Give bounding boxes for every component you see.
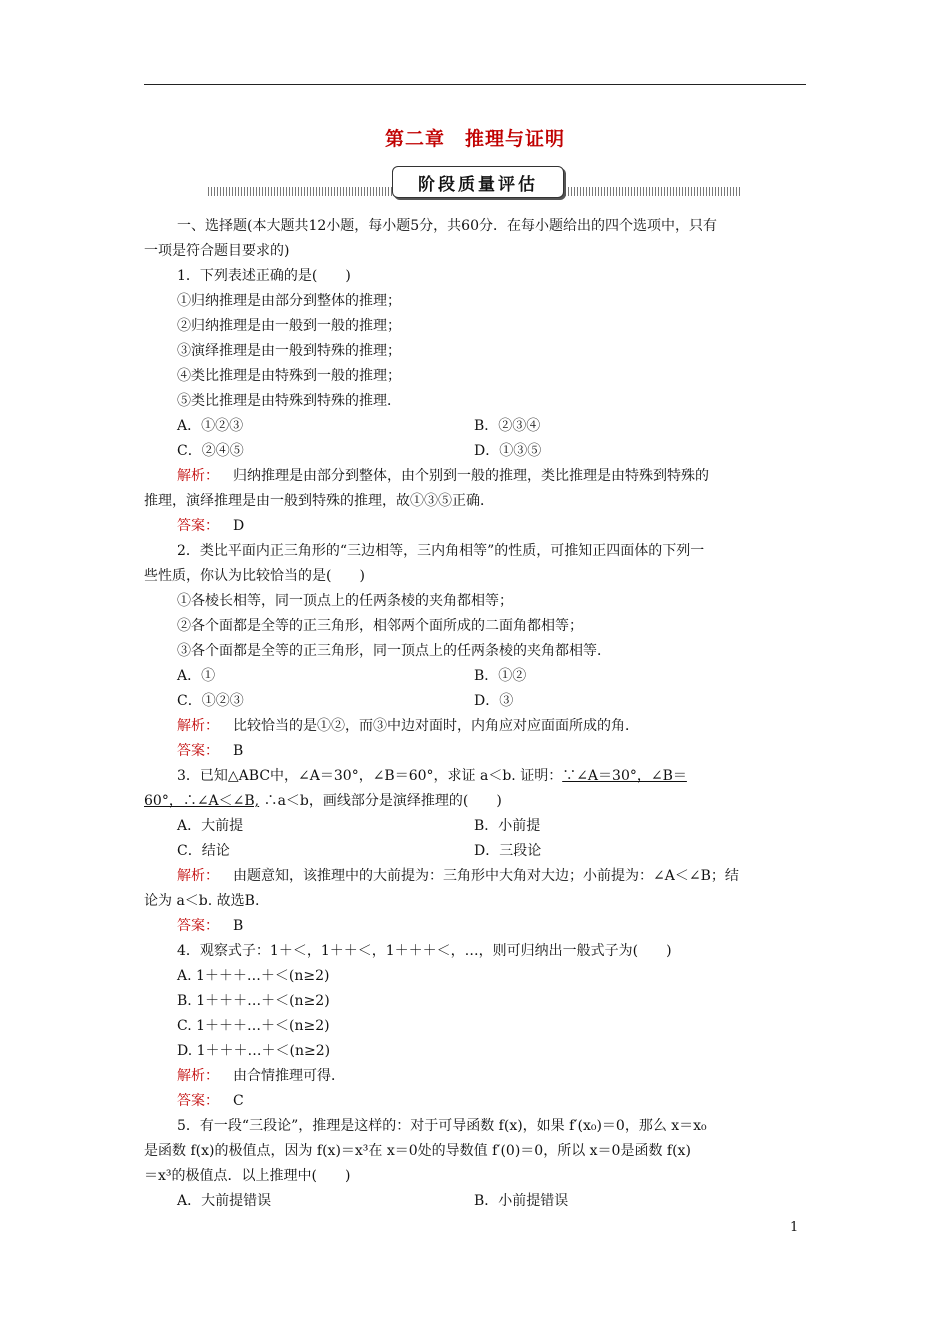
q2-answer xyxy=(144,739,806,764)
q4-option-d: D. 1＋＋＋…＋＜(n≥2) xyxy=(177,1043,331,1059)
section-intro-cont: 一项是符合题目要求的) xyxy=(144,243,290,259)
q2-options-row xyxy=(144,689,806,714)
q3-answer xyxy=(144,914,806,939)
section-banner xyxy=(208,164,742,200)
q1-answer-value: D xyxy=(233,518,245,534)
q2-option-c: C．①②③ xyxy=(177,693,244,709)
q5-stem-cont: 是函数 f(x)的极值点，因为 f(x)＝x³在 x＝0处的导数值 f′(0)＝0，所以 x＝0是函数 f(x) xyxy=(144,1143,691,1159)
q5-stem-cont: ＝x³的极值点．以上推理中( ) xyxy=(144,1168,351,1184)
q2-item: ②各个面都是全等的正三角形，相邻两个面所成的二面角都相等； xyxy=(177,618,583,634)
answer-label: 答案： xyxy=(177,918,219,934)
q4-option-b: B. 1＋＋＋…＋＜(n≥2) xyxy=(177,993,330,1009)
analysis-label: 解析： xyxy=(177,718,219,734)
q3-stem-underlined: ∵∠A＝30°，∠B＝ xyxy=(562,768,687,784)
q1-analysis-cont: 推理，演绎推理是由一般到特殊的推理，故①③⑤正确． xyxy=(144,493,494,509)
q1-item: ②归纳推理是由一般到一般的推理； xyxy=(177,318,401,334)
q2-stem: 2．类比平面内正三角形的“三边相等，三内角相等”的性质，可推知正四面体的下列一 xyxy=(177,543,705,559)
q2-option-d: D．③ xyxy=(474,693,514,709)
q4-stem: 4．观察式子：1＋＜，1＋＋＜，1＋＋＋＜，…，则可归纳出一般式子为( ) xyxy=(177,943,672,959)
answer-label: 答案： xyxy=(177,1093,219,1109)
q1-option-b: B．②③④ xyxy=(474,418,541,434)
q5-option-b: B．小前提错误 xyxy=(474,1193,569,1209)
q3-option-d: D．三段论 xyxy=(474,843,542,859)
analysis-label: 解析： xyxy=(177,1068,219,1084)
q1-analysis-text: 归纳推理是由部分到整体，由个别到一般的推理，类比推理是由特殊到特殊的 xyxy=(233,468,709,484)
q3-stem-cont xyxy=(144,789,806,814)
q1-item: ⑤类比推理是由特殊到特殊的推理． xyxy=(177,393,401,409)
q1-analysis xyxy=(144,464,806,489)
q4-option-a: A. 1＋＋＋…＋＜(n≥2) xyxy=(177,968,330,984)
q4-analysis-text: 由合情推理可得． xyxy=(233,1068,345,1084)
q3-option-b: B．小前提 xyxy=(474,818,541,834)
banner-title: 阶段质量评估 xyxy=(418,175,538,195)
q3-stem xyxy=(144,764,806,789)
answer-label: 答案： xyxy=(177,743,219,759)
q4-analysis xyxy=(144,1064,806,1089)
q1-options-row xyxy=(144,439,806,464)
q2-stem-cont: 些性质，你认为比较恰当的是( ) xyxy=(144,568,365,584)
q4-answer xyxy=(144,1089,806,1114)
q3-analysis-text: 由题意知，该推理中的大前提为：三角形中大角对大边；小前提为：∠A＜∠B；结 xyxy=(233,868,739,884)
q2-item: ①各棱长相等，同一顶点上的任两条棱的夹角都相等； xyxy=(177,593,513,609)
q3-stem-underlined: 60°，∴∠A＜∠B, xyxy=(144,793,260,809)
section-intro: 一、选择题(本大题共12小题，每小题5分，共60分．在每小题给出的四个选项中，只有 xyxy=(177,218,717,234)
q5-stem: 5．有一段“三段论”，推理是这样的：对于可导函数 f(x)，如果 f′(x₀)＝0，那么 x＝x₀ xyxy=(177,1118,707,1134)
analysis-label: 解析： xyxy=(177,468,219,484)
q1-answer xyxy=(144,514,806,539)
answer-label: 答案： xyxy=(177,518,219,534)
q2-option-a: A．① xyxy=(177,668,216,684)
q5-options-row xyxy=(144,1189,806,1214)
q5-option-a: A．大前提错误 xyxy=(177,1193,272,1209)
q4-option-c: C. 1＋＋＋…＋＜(n≥2) xyxy=(177,1018,330,1034)
q2-item: ③各个面都是全等的正三角形，同一顶点上的任两条棱的夹角都相等． xyxy=(177,643,611,659)
chapter-title: 第二章 推理与证明 xyxy=(384,128,565,150)
q1-option-d: D．①③⑤ xyxy=(474,443,542,459)
q4-answer-value: C xyxy=(233,1093,244,1109)
q1-options-row xyxy=(144,414,806,439)
q3-option-a: A．大前提 xyxy=(177,818,244,834)
q3-stem-text: 3．已知△ABC中，∠A＝30°，∠B＝60°，求证 a＜b. 证明： xyxy=(177,768,563,784)
q1-item: ④类比推理是由特殊到一般的推理； xyxy=(177,368,401,384)
q3-answer-value: B xyxy=(233,918,244,934)
q1-stem: 1．下列表述正确的是( ) xyxy=(177,268,351,284)
analysis-label: 解析： xyxy=(177,868,219,884)
q2-option-b: B．①② xyxy=(474,668,527,684)
q1-item: ③演绎推理是由一般到特殊的推理； xyxy=(177,343,401,359)
q2-options-row xyxy=(144,664,806,689)
q1-option-a: A．①②③ xyxy=(177,418,244,434)
q2-answer-value: B xyxy=(233,743,244,759)
q3-analysis xyxy=(144,864,806,889)
q3-analysis-cont: 论为 a＜b. 故选B. xyxy=(144,893,260,909)
q3-options-row xyxy=(144,814,806,839)
q3-options-row xyxy=(144,839,806,864)
q1-option-c: C．②④⑤ xyxy=(177,443,244,459)
header-rule xyxy=(144,84,806,85)
q1-item: ①归纳推理是由部分到整体的推理； xyxy=(177,293,401,309)
q2-analysis-text: 比较恰当的是①②，而③中边对面时，内角应对应面面所成的角． xyxy=(233,718,639,734)
q3-stem-rest: ∴a＜b，画线部分是演绎推理的( ) xyxy=(259,793,502,809)
document-body xyxy=(144,214,806,1214)
q2-analysis xyxy=(144,714,806,739)
q3-option-c: C．结论 xyxy=(177,843,230,859)
page-number: 1 xyxy=(790,1220,799,1235)
